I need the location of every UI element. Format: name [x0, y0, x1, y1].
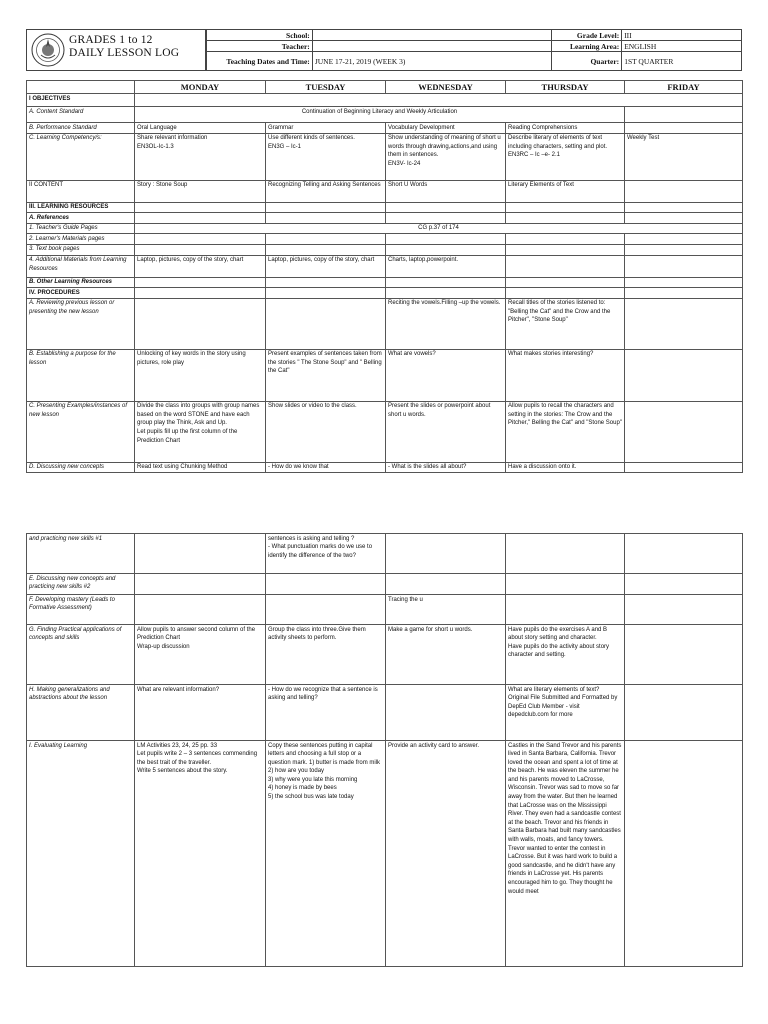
- cell-monday: [135, 534, 266, 574]
- table-row: [27, 595, 743, 625]
- row-label-content-standard: A. Content Standard: [27, 107, 135, 123]
- day-tuesday: TUESDAY: [266, 81, 386, 94]
- table-row: [27, 534, 743, 574]
- teacher-value: [312, 41, 551, 52]
- table-row: [27, 244, 743, 255]
- cell-thursday: [506, 255, 625, 277]
- row-label-textbook: 3. Text book pages: [27, 244, 135, 255]
- cell-thursday: [506, 534, 625, 574]
- cell-thursday: What makes stories interesting?: [506, 349, 625, 401]
- cell-monday: Oral Language: [135, 123, 266, 134]
- cell-tuesday: Present examples of sentences taken from the stories " The Stone Soup" and " Belling the Cat": [266, 349, 386, 401]
- cell-thursday: Have pupils do the exercises A and B about story setting and character. Have pupils do the activity about story character and setting.: [506, 625, 625, 685]
- cell-friday: [625, 180, 743, 202]
- row-label-purpose: B. Establishing a purpose for the lesson: [27, 349, 135, 401]
- cell-monday: LM Activities 23, 24, 25 pp. 33 Let pupils write 2 – 3 sentences commending the best trait of the traveller. Write 5 sentences about the story.: [135, 741, 266, 967]
- cell-tuesday: Show slides or video to the class.: [266, 401, 386, 462]
- cell-wednesday: What are vowels?: [386, 349, 506, 401]
- table-row: [27, 180, 743, 202]
- row-label-presenting: C. Presenting Examples/instances of new lesson: [27, 401, 135, 462]
- cell-thursday: Recall titles of the stories listened to: "Belling the Cat" and the Crow and the Pitcher", "Stone Soup": [506, 298, 625, 349]
- page-2: [0, 528, 768, 1024]
- school-value: [312, 30, 551, 41]
- row-label-references: A. References: [27, 213, 135, 224]
- empty-cell: [625, 107, 743, 123]
- cell-tuesday: Recognizing Telling and Asking Sentences: [266, 180, 386, 202]
- row-label-discussing: D. Discussing new concepts: [27, 462, 135, 473]
- row-label-teachers-guide: 1. Teacher's Guide Pages: [27, 223, 135, 234]
- logo-title-box: [26, 29, 206, 71]
- cell-thursday: Allow pupils to recall the characters and setting in the stories: The Crow and the Pitcher," Belling the Cat" and "Stone Soup": [506, 401, 625, 462]
- cell-tuesday: [266, 595, 386, 625]
- cell-wednesday: Tracing the u: [386, 595, 506, 625]
- cell-tuesday: Group the class into three.Give them activity sheets to perform.: [266, 625, 386, 685]
- table-row: [27, 288, 743, 299]
- row-label-learning-resources: III. LEARNING RESOURCES: [27, 202, 135, 213]
- cell-wednesday: - What is the slides all about?: [386, 462, 506, 473]
- header-info-table: [206, 29, 742, 71]
- row-label-mastery: F. Developing mastery (Leads to Formative Assessment): [27, 595, 135, 625]
- table-row: [27, 349, 743, 401]
- cell-thursday: What are literary elements of text? Original File Submitted and Formatted by DepEd Club Member - visit depedclub.com for more: [506, 685, 625, 741]
- table-row: [27, 133, 743, 180]
- deped-seal-icon: [31, 33, 65, 67]
- cell-monday: Read text using Chunking Method: [135, 462, 266, 473]
- cell-wednesday: Present the slides or powerpoint about short u words.: [386, 401, 506, 462]
- table-row: [27, 202, 743, 213]
- row-label-learners-materials: 2. Learner's Materials pages: [27, 234, 135, 245]
- cell-wednesday: Provide an activity card to answer.: [386, 741, 506, 967]
- cell-monday: [135, 574, 266, 595]
- cell-thursday: [506, 595, 625, 625]
- cell-wednesday: [386, 534, 506, 574]
- row-label-objectives: I OBJECTIVES: [27, 94, 135, 107]
- cell-friday: [625, 625, 743, 685]
- cell-wednesday: [386, 574, 506, 595]
- cell-wednesday: Charts, laptop,powerpoint.: [386, 255, 506, 277]
- day-friday: FRIDAY: [625, 81, 743, 94]
- page-1: [0, 0, 768, 500]
- empty-cell: [135, 94, 743, 107]
- cell-tuesday: - How do we recognize that a sentence is asking and telling?: [266, 685, 386, 741]
- grade-level-value: III: [622, 30, 742, 41]
- day-monday: MONDAY: [135, 81, 266, 94]
- cell-friday: [625, 255, 743, 277]
- table-row: [27, 94, 743, 107]
- cell-wednesday: [386, 685, 506, 741]
- row-label-content: II CONTENT: [27, 180, 135, 202]
- table-row: [27, 123, 743, 134]
- row-label-additional-materials: 4. Additional Materials from Learning Resources: [27, 255, 135, 277]
- table-row: [27, 741, 743, 967]
- day-thursday: THURSDAY: [506, 81, 625, 94]
- table-row: [27, 685, 743, 741]
- cell-tuesday: - How do we know that: [266, 462, 386, 473]
- table-row: [27, 255, 743, 277]
- table-row: [27, 223, 743, 234]
- learning-area-label: Learning Area:: [552, 41, 622, 52]
- table-row: [27, 574, 743, 595]
- day-header-row: [27, 81, 743, 94]
- table-row: [27, 107, 743, 123]
- cell-monday: Allow pupils to answer second column of the Prediction Chart Wrap-up discussion: [135, 625, 266, 685]
- lesson-table-page-1: [26, 80, 743, 473]
- cell-monday: [135, 298, 266, 349]
- row-label-evaluating: I. Evaluating Learning: [27, 741, 135, 967]
- row-label-practicing-skills-1: and practicing new skills #1: [27, 534, 135, 574]
- school-label: School:: [207, 30, 313, 41]
- cell-monday: [135, 595, 266, 625]
- cell-friday: [625, 401, 743, 462]
- row-label-other-resources: B. Other Learning Resources: [27, 277, 135, 288]
- cell-friday: [625, 595, 743, 625]
- row-label-reviewing: A. Reviewing previous lesson or presenting the new lesson: [27, 298, 135, 349]
- row-label-learning-competency: C. Learning Competency/s:: [27, 133, 135, 180]
- table-row: [27, 462, 743, 473]
- cell-tuesday: [266, 298, 386, 349]
- day-wednesday: WEDNESDAY: [386, 81, 506, 94]
- quarter-label: Quarter:: [552, 52, 622, 71]
- cell-friday: [625, 685, 743, 741]
- row-label-procedures: IV. PROCEDURES: [27, 288, 135, 299]
- cell-monday: Share relevant information EN3OL-Ic-1.3: [135, 133, 266, 180]
- grade-level-label: Grade Level:: [552, 30, 622, 41]
- corner-cell: [27, 81, 135, 94]
- cell-wednesday: Reciting the vowels.Filling –up the vowels.: [386, 298, 506, 349]
- cell-thursday: Castles in the Sand Trevor and his parents lived in Santa Barbara, California. Trevor loved the ocean and spent a lot of time at the beach. He was eleven the summer he and his parents moved to LaCrosse, Wisconsin. Trevor was sad to move so far away from the water. But then he learned that LaCrosse was on the Mississippi River. They even had a sandcastle contest at the beach. Trevor and his friends in Santa Barbara had built many sandcastles with walls, moats, and fancy towers. Trevor wanted to enter the contest in LaCrosse. But it was hard work to build a good sandcastle, and he didn't have any friends in LaCrosse yet. His parents encouraged him to go. They thought he would meet: [506, 741, 625, 967]
- cell-tuesday: Use different kinds of sentences. EN3G – Ic-1: [266, 133, 386, 180]
- cell-wednesday: Make a game for short u words.: [386, 625, 506, 685]
- row-label-performance-standard: B. Performance Standard: [27, 123, 135, 134]
- table-row: [27, 401, 743, 462]
- lesson-log-title: [69, 34, 179, 60]
- cell-friday: [625, 123, 743, 134]
- table-row: [27, 234, 743, 245]
- cell-wednesday: Show understanding of meaning of short u words through drawing,actions,and using them in sentences. EN3V- Ic-24: [386, 133, 506, 180]
- cell-friday: [625, 534, 743, 574]
- quarter-value: 1ST QUARTER: [622, 52, 742, 71]
- cell-friday: [625, 462, 743, 473]
- cell-friday: [625, 574, 743, 595]
- cell-tuesday: [266, 574, 386, 595]
- cell-wednesday: Short U Words: [386, 180, 506, 202]
- table-row: [27, 213, 743, 224]
- title-line-2: DAILY LESSON LOG: [69, 47, 180, 59]
- cell-friday: Weekly Test: [625, 133, 743, 180]
- dates-label: Teaching Dates and Time:: [207, 52, 313, 71]
- row-label-discussing-2: E. Discussing new concepts and practicing new skills #2: [27, 574, 135, 595]
- cell-thursday: Describe literary of elements of text including characters, setting and plot. EN3RC – Ic –e- 2.1: [506, 133, 625, 180]
- cell-friday: [625, 349, 743, 401]
- teacher-label: Teacher:: [207, 41, 313, 52]
- cell-friday: [625, 741, 743, 967]
- teachers-guide-value: CG p.37 of 174: [135, 223, 743, 234]
- cell-monday: What are relevant information?: [135, 685, 266, 741]
- cell-thursday: Literary Elements of Text: [506, 180, 625, 202]
- dates-value: JUNE 17-21, 2019 (WEEK 3): [312, 52, 551, 71]
- table-row: [27, 277, 743, 288]
- learning-area-value: ENGLISH: [622, 41, 742, 52]
- cell-monday: Laptop, pictures, copy of the story, chart: [135, 255, 266, 277]
- cell-thursday: [506, 574, 625, 595]
- row-label-generalizations: H. Making generalizations and abstractions about the lesson: [27, 685, 135, 741]
- table-row: [27, 298, 743, 349]
- cell-monday: Unlocking of key words in the story using pictures, role play: [135, 349, 266, 401]
- cell-tuesday: sentences is asking and telling ? - What punctuation marks do we use to identify the difference of the two?: [266, 534, 386, 574]
- cell-thursday: Reading Comprehensions: [506, 123, 625, 134]
- cell-friday: [625, 298, 743, 349]
- cell-thursday: Have a discussion onto it.: [506, 462, 625, 473]
- cell-tuesday: Copy these sentences putting in capital letters and choosing a full stop or a question mark. 1) butter is made from milk 2) how are you today 3) why were you late this morning 4) honey is made by bees 5) the school bus was late today: [266, 741, 386, 967]
- row-label-practical-applications: G. Finding Practical applications of concepts and skills: [27, 625, 135, 685]
- cell-monday: Story : Stone Soup: [135, 180, 266, 202]
- cell-monday: Divide the class into groups with group names based on the word STONE and have each group play the Think, Ask and Up. Let pupils fill up the first column of the Prediction Chart: [135, 401, 266, 462]
- title-line-1: GRADES 1 to 12: [69, 34, 153, 46]
- content-standard-value: Continuation of Beginning Literacy and Weekly Articulation: [135, 107, 625, 123]
- cell-tuesday: Grammar: [266, 123, 386, 134]
- cell-tuesday: Laptop, pictures, copy of the story, chart: [266, 255, 386, 277]
- cell-wednesday: Vocabulary Development: [386, 123, 506, 134]
- table-row: [27, 625, 743, 685]
- lesson-table-page-2: [26, 533, 743, 967]
